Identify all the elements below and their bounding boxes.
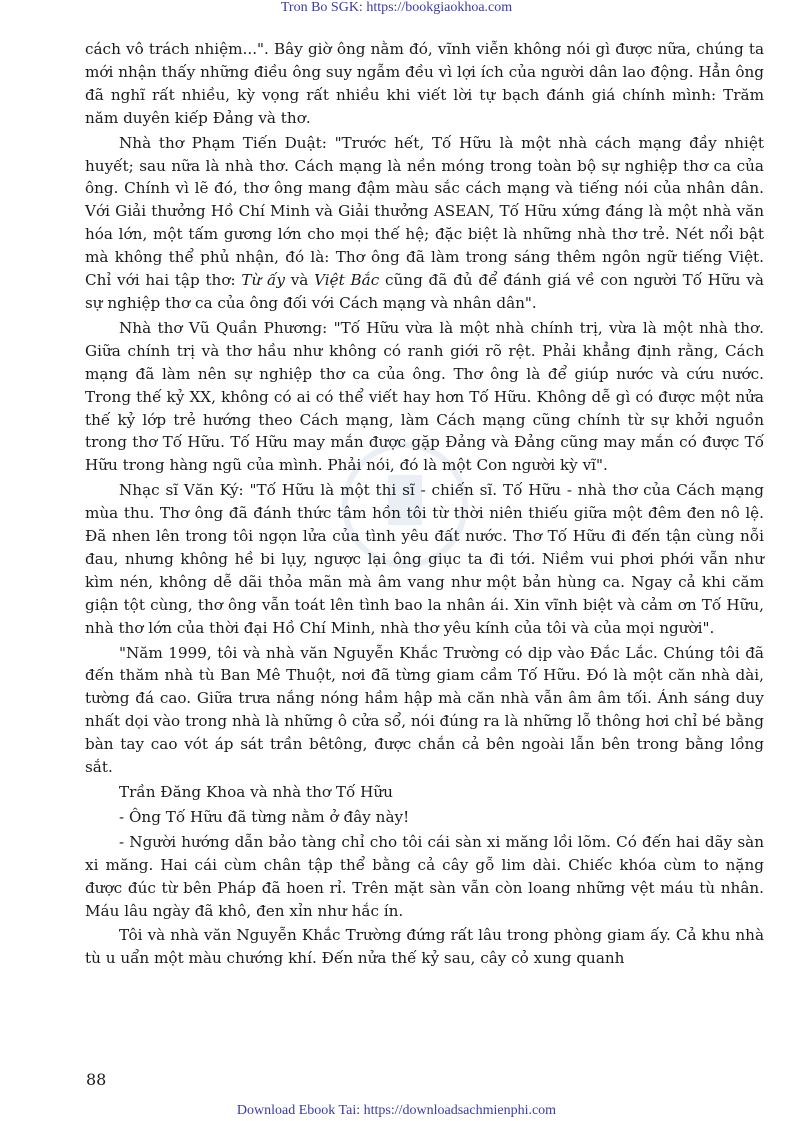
paragraph-text: Nhà thơ Phạm Tiến Duật: "Trước hết, Tố Hữu là một nhà cách mạng đầy nhiệt huyết; sau nữa là nhà thơ. Cách mạng là nền móng trong toàn bộ sự nghiệp thơ ca của ông. Chính vì lẽ đó, thơ ông mang đậm màu sắc cách mạng và tiếng nói của nhân dân. Với Giải thưởng Hồ Chí Minh và Giải thưởng ASEAN, Tố Hữu xứng đáng là một nhà văn hóa lớn, một tấm gương lớn cho mọi thế hệ; đặc biệt là những nhà thơ trẻ. Nét nổi bật mà không thể phủ nhận, đó là: Thơ ông đã làm trong sáng thêm ngôn ngữ tiếng Việt. Chỉ với hai tập thơ: <box>85 133 764 290</box>
paragraph-subheading: Trần Đăng Khoa và nhà thơ Tố Hữu <box>119 783 393 801</box>
footer-download-link[interactable]: Download Ebook Tai: https://downloadsachmienphi.com <box>236 1103 557 1118</box>
paragraph-text: và <box>284 271 315 290</box>
paragraph-museum-guide: - Người hướng dẫn bảo tàng chỉ cho tôi cái sàn xi măng lồi lõm. Có đến hai dãy sàn xi măng. Hai cái cùm chân tập thể bằng cả cây gỗ lim dài. Chiếc khóa cùm to nặng được đúc từ bên Pháp đã hoen rỉ. Trên mặt sàn vẫn còn loang những vệt máu tù nhân. Máu lâu ngày đã khô, đen xỉn như hắc ín. <box>85 832 764 920</box>
paragraph-pham-tien-duat <box>85 132 764 315</box>
paragraph-vu-quan-phuong: Nhà thơ Vũ Quần Phương: "Tố Hữu vừa là một nhà chính trị, vừa là một nhà thơ. Giữa chính trị và thơ hầu như không có ranh giới rõ rệt. Phải khẳng định rằng, Cách mạng đã làm nên sự nghiệp thơ ca của ông. Thơ ông là để giúp nước và cứu nước. Trong thế kỷ XX, không có ai có thể viết hay hơn Tố Hữu. Không dễ gì có được một nửa thế kỷ lớp trẻ hướng theo Cách mạng, làm Cách mạng cũng chính từ sự khởi nguồn trong thơ Tố Hữu. Tố Hữu may mắn được gặp Đảng và Đảng cũng may mắn có được Tố Hữu trong hàng ngũ của mình. Phải nói, đó là một Con người kỳ vĩ". <box>85 318 764 475</box>
paragraph-van-ky: Nhạc sĩ Văn Ký: "Tố Hữu là một thi sĩ - chiến sĩ. Tố Hữu - nhà thơ của Cách mạng mùa thu. Thơ ông đã đánh thức tâm hồn tôi từ thời niên thiếu giữa một đêm đen nô lệ. Đã nhen lên trong tôi ngọn lửa của tình yêu đất nước. Thơ Tố Hữu đi đến tận cùng nỗi đau, nhưng không hề bi lụy, ngược lại ông giục ta đi tới. Niềm vui phơi phới vẫn như kìm nén, không dễ dãi thỏa mãn mà âm vang như một bản hùng ca. Ngay cả khi căm giận tột cùng, thơ ông vẫn toát lên tình bao la nhân ái. Xin vĩnh biệt và cảm ơn Tố Hữu, nhà thơ lớn của thời đại Hồ Chí Minh, nhà thơ yêu kính của tôi và của mọi người". <box>85 481 764 637</box>
book-title-viet-bac: Việt Bắc <box>314 271 380 290</box>
header-download-link[interactable]: Tron Bo SGK: https://bookgiaokhoa.com <box>280 0 513 15</box>
page-number: 88 <box>86 1070 107 1089</box>
book-title-tu-ay: Từ ấy <box>241 271 285 290</box>
paragraph-quote-1999: "Năm 1999, tôi và nhà văn Nguyễn Khắc Trường có dịp vào Đắc Lắc. Chúng tôi đã đến thăm nhà tù Ban Mê Thuột, nơi đã từng giam cầm Tố Hữu. Đó là một căn nhà dài, tường đá cao. Giữa trưa nắng nóng hầm hập mà căn nhà vẫn âm âm tối. Ánh sáng duy nhất dọi vào trong nhà là những ô cửa sổ, nói đúng ra là những lỗ thông hơi chỉ bé bằng bàn tay cao vót áp sát trần bêtông, được chắn cả bên ngoài lẫn bên trong bằng lồng sắt. <box>85 643 764 777</box>
page-body-text <box>85 38 764 972</box>
paragraph-continuation: cách vô trách nhiệm...". Bây giờ ông nằm đó, vĩnh viễn không nói gì được nữa, chúng ta mới nhận thấy những điều ông suy ngẫm đều vì lợi ích của người dân lao động. Hẳn ông đã nghĩ rất nhiều, kỳ vọng rất nhiều khi viết lời tự bạch đánh giá chính mình: Trăm năm duyên kiếp Đảng và thơ. <box>85 40 764 127</box>
paragraph-dialogue: - Ông Tố Hữu đã từng nằm ở đây này! <box>119 807 410 826</box>
paragraph-prison-room: Tôi và nhà văn Nguyễn Khắc Trường đứng rất lâu trong phòng giam ấy. Cả khu nhà tù u uẩn một màu chướng khí. Đến nửa thế kỷ sau, cây cỏ xung quanh <box>85 926 764 968</box>
paragraph-text: cũng đã đủ để đánh giá về con người Tố Hữu và sự nghiệp thơ ca của ông đối với Cách mạng và nhân dân". <box>85 271 764 312</box>
